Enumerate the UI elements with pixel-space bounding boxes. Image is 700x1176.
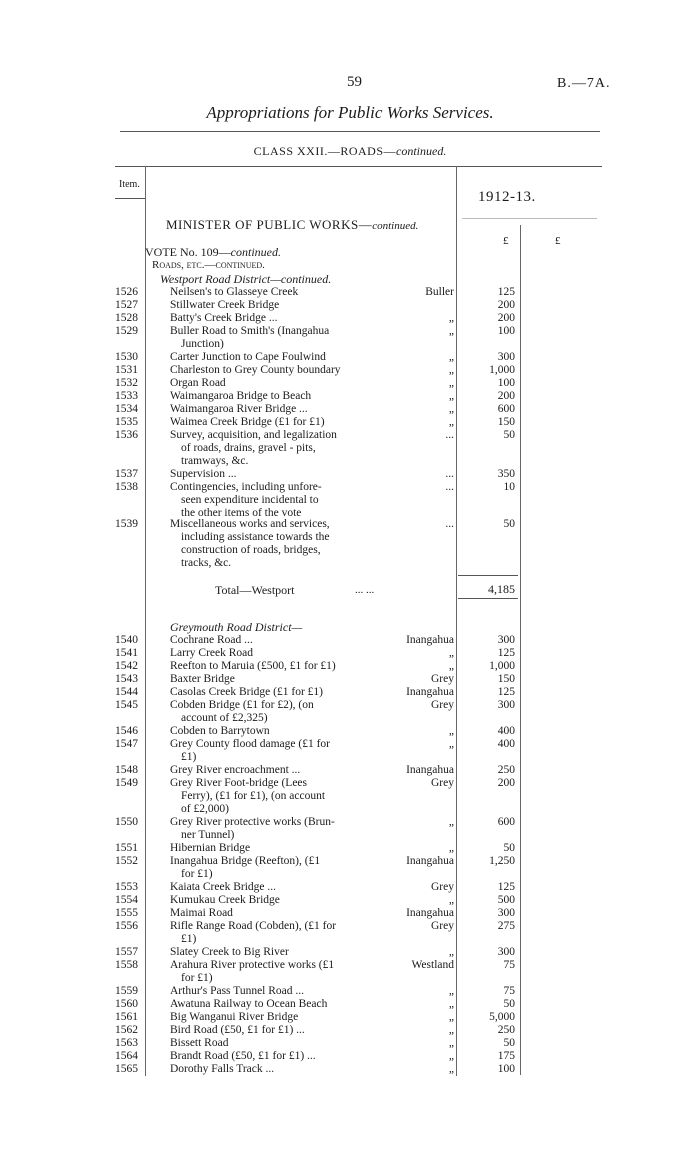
item-number: 1555 [115, 907, 138, 919]
item-amount: 200 [497, 312, 515, 324]
item-amount: 400 [497, 738, 515, 750]
greymouth-district-heading: Greymouth Road District— [170, 620, 303, 634]
westport-district-heading: Westport Road District—continued. [160, 272, 332, 286]
item-amount: 75 [503, 959, 515, 971]
total-rule-top [458, 575, 518, 576]
item-description: Reefton to Maruia (£500, £1 for £1) [170, 660, 336, 672]
item-amount: 500 [497, 894, 515, 906]
item-location: „ [448, 842, 454, 854]
item-amount: 100 [497, 325, 515, 337]
document-reference: B.—7A. [557, 76, 611, 91]
item-number: 1536 [115, 429, 138, 441]
item-description: Slatey Creek to Big River [170, 946, 289, 958]
item-number: 1564 [115, 1050, 138, 1062]
item-number: 1530 [115, 351, 138, 363]
item-number: 1541 [115, 647, 138, 659]
item-location: „ [448, 364, 454, 376]
item-description: Brandt Road (£50, £1 for £1) ... [170, 1050, 316, 1062]
item-number: 1556 [115, 920, 138, 932]
item-location: „ [448, 1024, 454, 1036]
item-amount: 125 [497, 686, 515, 698]
item-location: „ [448, 351, 454, 363]
item-number: 1535 [115, 416, 138, 428]
item-number: 1546 [115, 725, 138, 737]
item-number: 1550 [115, 816, 138, 828]
item-description: Hibernian Bridge [170, 842, 251, 854]
item-description: Bissett Road [170, 1037, 229, 1049]
item-number: 1532 [115, 377, 138, 389]
page-number: 59 [347, 74, 362, 90]
item-description: Waimea Creek Bridge (£1 for £1) [170, 416, 325, 428]
item-amount: 75 [503, 985, 515, 997]
vote-heading: VOTE No. 109—continued. [145, 245, 281, 259]
item-number: 1531 [115, 364, 138, 376]
item-amount: 200 [497, 777, 515, 789]
item-location: Inangahua [406, 907, 454, 919]
item-amount: 300 [497, 634, 515, 646]
item-amount: 300 [497, 907, 515, 919]
item-number: 1562 [115, 1024, 138, 1036]
item-amount: 175 [497, 1050, 515, 1062]
item-description: Arthur's Pass Tunnel Road ... [170, 985, 305, 997]
item-location: Grey [431, 777, 454, 789]
item-amount: 200 [497, 390, 515, 402]
item-number: 1543 [115, 673, 138, 685]
item-amount: 10 [503, 481, 515, 493]
item-location: ... [445, 481, 454, 493]
item-number: 1528 [115, 312, 138, 324]
item-amount: 600 [497, 403, 515, 415]
pound-symbol-1: £ [503, 235, 509, 247]
westport-total-dots: ... ... [355, 584, 375, 596]
item-description: Miscellaneous works and services, including assistance towards the construction of roads, bridges, tracks, &c. [170, 518, 330, 569]
item-location: Grey [431, 881, 454, 893]
roads-subheading: Roads, etc.—continued. [152, 259, 265, 271]
item-description: Stillwater Creek Bridge [170, 299, 280, 311]
item-amount: 250 [497, 764, 515, 776]
item-description: Maimai Road [170, 907, 233, 919]
item-amount: 300 [497, 946, 515, 958]
item-description: Neilsen's to Glasseye Creek [170, 286, 299, 298]
item-number: 1544 [115, 686, 138, 698]
item-number: 1553 [115, 881, 138, 893]
item-location: ... [445, 429, 454, 441]
item-location: Inangahua [406, 764, 454, 776]
item-location: „ [448, 416, 454, 428]
item-amount: 50 [503, 429, 515, 441]
item-description: Grey River protective works (Brun- ner Tunnel) [170, 816, 335, 841]
item-number: 1551 [115, 842, 138, 854]
item-description: Carter Junction to Cape Foulwind [170, 351, 326, 363]
item-number: 1560 [115, 998, 138, 1010]
item-location: „ [448, 1011, 454, 1023]
item-number: 1537 [115, 468, 138, 480]
item-amount: 200 [497, 299, 515, 311]
item-description: Survey, acquisition, and legalization of roads, drains, gravel - pits, tramways, &c. [170, 429, 337, 467]
item-number: 1554 [115, 894, 138, 906]
item-amount: 50 [503, 1037, 515, 1049]
item-amount: 350 [497, 468, 515, 480]
item-description: Waimangaroa Bridge to Beach [170, 390, 312, 402]
item-amount: 50 [503, 518, 515, 530]
item-description: Big Wanganui River Bridge [170, 1011, 299, 1023]
item-location: Grey [431, 673, 454, 685]
item-location: Westland [411, 959, 454, 971]
item-description: Arahura River protective works (£1 for £1) [170, 959, 335, 984]
item-amount: 300 [497, 699, 515, 711]
item-amount: 50 [503, 998, 515, 1010]
item-description: Awatuna Railway to Ocean Beach [170, 998, 328, 1010]
item-description: Cobden Bridge (£1 for £2), (on account of £2,325) [170, 699, 314, 724]
item-number: 1561 [115, 1011, 138, 1023]
item-location: „ [448, 403, 454, 415]
subtitle-rule [115, 166, 602, 167]
item-amount: 300 [497, 351, 515, 363]
item-header-rule [115, 198, 145, 199]
amount-column-rule-left [456, 166, 457, 1076]
page-title: Appropriations for Public Works Services. [206, 103, 494, 122]
item-amount: 1,250 [489, 855, 515, 867]
item-location: „ [448, 1063, 454, 1075]
item-location: ... [445, 468, 454, 480]
item-location: „ [448, 660, 454, 672]
item-amount: 600 [497, 816, 515, 828]
item-amount: 1,000 [489, 364, 515, 376]
item-amount: 125 [497, 647, 515, 659]
item-number: 1534 [115, 403, 138, 415]
item-amount: 100 [497, 1063, 515, 1075]
item-column-header: Item. [119, 179, 140, 190]
item-number: 1542 [115, 660, 138, 672]
item-amount: 150 [497, 673, 515, 685]
item-number: 1526 [115, 286, 138, 298]
item-amount: 1,000 [489, 660, 515, 672]
westport-total-label: Total—Westport [215, 583, 295, 597]
total-rule-bottom [458, 598, 518, 599]
westport-total-amount: 4,185 [488, 582, 515, 596]
item-description: Baxter Bridge [170, 673, 235, 685]
item-number: 1565 [115, 1063, 138, 1075]
item-description: Cobden to Barrytown [170, 725, 270, 737]
item-number: 1539 [115, 518, 138, 530]
item-description: Contingencies, including unfore- seen expenditure incidental to the other items of the vote [170, 481, 322, 519]
item-number: 1548 [115, 764, 138, 776]
item-number: 1540 [115, 634, 138, 646]
item-location: „ [448, 1050, 454, 1062]
item-location: Buller [425, 286, 454, 298]
item-location: „ [448, 390, 454, 402]
item-number: 1549 [115, 777, 138, 789]
item-location: „ [448, 816, 454, 828]
item-number: 1557 [115, 946, 138, 958]
item-location: „ [448, 946, 454, 958]
item-location: Grey [431, 699, 454, 711]
item-number: 1547 [115, 738, 138, 750]
item-number: 1538 [115, 481, 138, 493]
ministry-heading: MINISTER OF PUBLIC WORKS—continued. [166, 217, 419, 232]
item-description: Kaiata Creek Bridge ... [170, 881, 277, 893]
item-description: Dorothy Falls Track ... [170, 1063, 275, 1075]
item-description: Buller Road to Smith's (Inangahua Junction) [170, 325, 330, 350]
item-description: Batty's Creek Bridge ... [170, 312, 278, 324]
item-location: Inangahua [406, 686, 454, 698]
item-description: Larry Creek Road [170, 647, 254, 659]
item-location: Inangahua [406, 634, 454, 646]
item-number: 1533 [115, 390, 138, 402]
title-rule [120, 131, 600, 132]
item-location: ... [445, 518, 454, 530]
item-description: Grey River Foot-bridge (Lees Ferry), (£1 for £1), (on account of £2,000) [170, 777, 326, 815]
item-location: „ [448, 894, 454, 906]
item-amount: 250 [497, 1024, 515, 1036]
item-number: 1527 [115, 299, 138, 311]
item-amount: 125 [497, 286, 515, 298]
item-location: „ [448, 998, 454, 1010]
item-location: „ [448, 325, 454, 337]
item-number: 1545 [115, 699, 138, 711]
pound-symbol-2: £ [555, 235, 561, 247]
class-title: CLASS XXII.—ROADS—continued. [253, 144, 447, 158]
item-number: 1559 [115, 985, 138, 997]
item-number: 1529 [115, 325, 138, 337]
item-description: Charleston to Grey County boundary [170, 364, 341, 376]
item-description: Bird Road (£50, £1 for £1) ... [170, 1024, 305, 1036]
item-amount: 150 [497, 416, 515, 428]
item-amount: 5,000 [489, 1011, 515, 1023]
item-location: „ [448, 985, 454, 997]
item-amount: 275 [497, 920, 515, 932]
item-description: Casolas Creek Bridge (£1 for £1) [170, 686, 323, 698]
item-amount: 400 [497, 725, 515, 737]
item-description: Waimangaroa River Bridge ... [170, 403, 308, 415]
item-location: „ [448, 312, 454, 324]
year-underline [462, 218, 597, 219]
item-location: „ [448, 725, 454, 737]
item-location: „ [448, 647, 454, 659]
item-location: Grey [431, 920, 454, 932]
item-number: 1552 [115, 855, 138, 867]
item-description: Rifle Range Road (Cobden), (£1 for £1) [170, 920, 337, 945]
item-description: Kumukau Creek Bridge [170, 894, 280, 906]
item-number: 1563 [115, 1037, 138, 1049]
item-number: 1558 [115, 959, 138, 971]
item-description: Cochrane Road ... [170, 634, 253, 646]
item-amount: 50 [503, 842, 515, 854]
item-amount: 100 [497, 377, 515, 389]
item-description: Grey River encroachment ... [170, 764, 301, 776]
item-amount: 125 [497, 881, 515, 893]
item-location: Inangahua [406, 855, 454, 867]
financial-year: 1912-13. [478, 189, 536, 205]
item-description: Supervision ... [170, 468, 237, 480]
item-description: Inangahua Bridge (Reefton), (£1 for £1) [170, 855, 321, 880]
item-description: Grey County flood damage (£1 for £1) [170, 738, 331, 763]
item-description: Organ Road [170, 377, 226, 389]
item-location: „ [448, 377, 454, 389]
item-location: „ [448, 738, 454, 750]
amount-column-rule-right [520, 225, 521, 1075]
item-location: „ [448, 1037, 454, 1049]
